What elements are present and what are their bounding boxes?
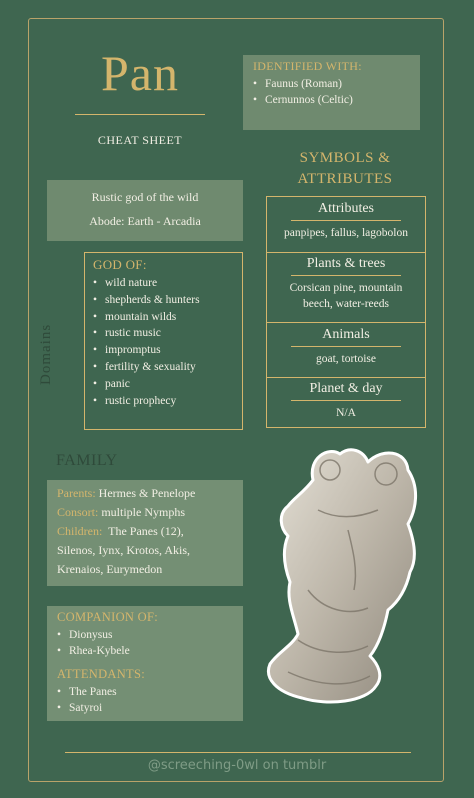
section-rule <box>291 346 401 347</box>
section-rule <box>291 220 401 221</box>
identified-item: • Faunus (Roman) <box>253 76 410 92</box>
consort-label: Consort: <box>57 505 99 519</box>
companion-item: • Rhea-Kybele <box>57 643 233 659</box>
god-of-item: • rustic music <box>93 325 234 342</box>
intro-box <box>47 180 243 241</box>
animals-section <box>267 327 425 367</box>
attributes-section <box>267 201 425 241</box>
companion-heading: COMPANION OF: <box>57 610 159 624</box>
page-title: Pan <box>101 45 179 101</box>
section-divider <box>267 252 425 253</box>
parents-value: Hermes & Penelope <box>98 486 196 500</box>
intro-abode: Abode: Earth - Arcadia <box>89 214 201 228</box>
symbols-heading <box>265 148 425 190</box>
god-of-item: • panic <box>93 376 234 393</box>
planet-section <box>267 381 425 421</box>
god-of-item: • shepherds & hunters <box>93 292 234 309</box>
plants-heading: Plants & trees <box>306 256 386 271</box>
intro-description: Rustic god of the wild <box>91 190 199 204</box>
attributes-table <box>266 196 426 428</box>
section-divider <box>267 322 425 323</box>
attributes-value: panpipes, fallus, lagobolon <box>284 227 408 239</box>
domains-label: Domains <box>38 323 54 385</box>
children-value-line: Krenaios, Eurymedon <box>57 562 163 576</box>
attendant-item: • Satyroi <box>57 700 233 716</box>
section-divider <box>267 377 425 378</box>
god-of-item: • impromptus <box>93 342 234 359</box>
god-of-box <box>84 252 243 430</box>
god-of-heading: GOD OF: <box>93 257 147 272</box>
animals-heading: Animals <box>322 327 370 342</box>
family-heading: FAMILY <box>56 452 118 469</box>
page-subtitle: CHEAT SHEET <box>97 133 183 147</box>
plants-value-line: beech, water-reeds <box>303 298 389 310</box>
section-rule <box>291 275 401 276</box>
god-of-item: • fertility & sexuality <box>93 359 234 376</box>
children-label: Children: <box>57 524 103 538</box>
title-divider <box>75 114 205 115</box>
children-value-line: Silenos, Iynx, Krotos, Akis, <box>57 543 191 557</box>
attendants-heading: ATTENDANTS: <box>57 667 146 681</box>
planet-value: N/A <box>336 407 356 419</box>
section-rule <box>291 400 401 401</box>
companion-box <box>47 606 243 721</box>
identified-item: • Cernunnos (Celtic) <box>253 92 410 108</box>
symbols-heading-line: SYMBOLS & <box>299 150 391 166</box>
family-children <box>57 522 233 541</box>
attributes-heading: Attributes <box>318 201 374 216</box>
plants-value-line: Corsican pine, mountain <box>289 282 403 294</box>
children-value-line: The Panes (12), <box>108 524 184 538</box>
god-of-item: • rustic prophecy <box>93 393 234 410</box>
footer-divider <box>65 752 411 753</box>
animals-value: goat, tortoise <box>315 353 377 365</box>
credit-watermark: @screeching-0wl on tumblr <box>147 758 327 773</box>
pan-statue-image <box>258 440 448 710</box>
plants-section <box>267 256 425 312</box>
consort-value: multiple Nymphs <box>101 505 186 519</box>
family-parents <box>57 484 233 503</box>
god-of-item: • wild nature <box>93 275 234 292</box>
symbols-heading-line: ATTRIBUTES <box>297 171 393 187</box>
planet-heading: Planet & day <box>309 381 383 396</box>
attendant-item: • The Panes <box>57 684 233 700</box>
identified-heading: IDENTIFIED WITH: <box>253 59 362 73</box>
family-box <box>47 480 243 586</box>
companion-item: • Dionysus <box>57 627 233 643</box>
family-consort <box>57 503 233 522</box>
identified-with-box <box>243 55 420 130</box>
parents-label: Parents: <box>57 486 96 500</box>
god-of-item: • mountain wilds <box>93 309 234 326</box>
